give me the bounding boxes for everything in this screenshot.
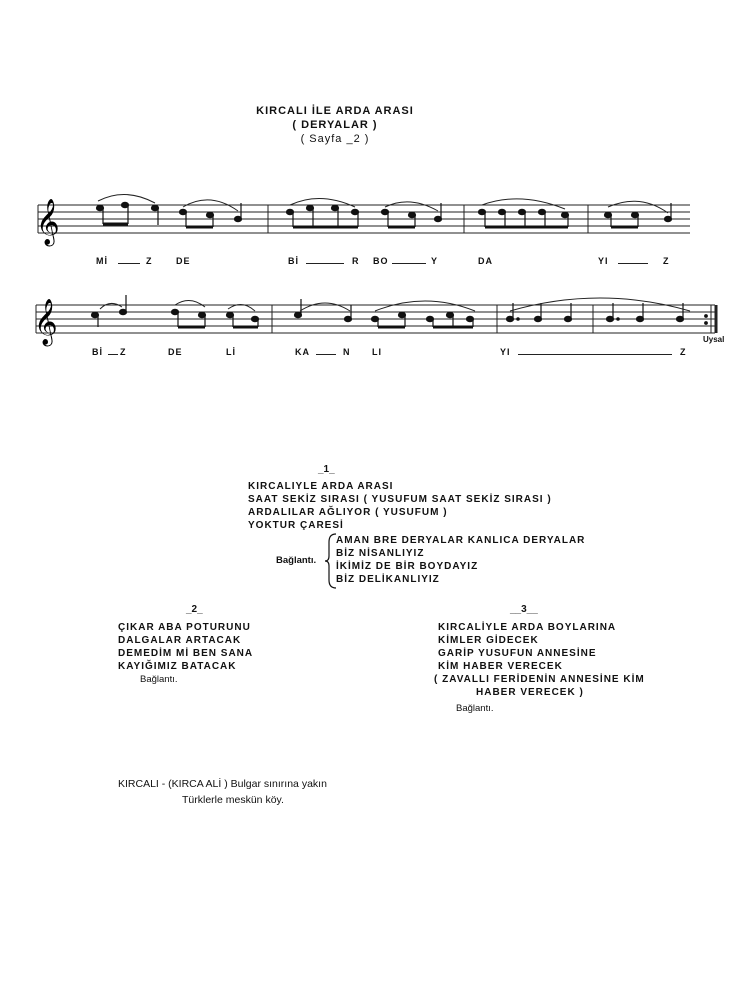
refrain	[336, 534, 585, 586]
lyric-syllable: YI	[598, 256, 609, 266]
verse-line: YOKTUR ÇARESİ	[248, 520, 344, 531]
lyric-syllable: DE	[176, 256, 191, 266]
verse-number: _1_	[318, 464, 335, 475]
verse-line: GARİP YUSUFUN ANNESİNE	[438, 648, 597, 659]
footnote-line: Türklerle meskün köy.	[182, 794, 284, 806]
treble-clef-icon: 𝄞	[34, 300, 58, 344]
verse-number: _2_	[186, 604, 203, 615]
lyric-extender	[518, 354, 672, 355]
verse-line: DALGALAR ARTACAK	[118, 635, 242, 646]
verse-line: SAAT SEKİZ SIRASI ( YUSUFUM SAAT SEKİZ SIRASI )	[248, 494, 552, 505]
lyric-extender	[306, 263, 344, 264]
lyric-syllable: LI	[372, 347, 382, 357]
refrain-label: Bağlantı.	[140, 674, 178, 685]
lyric-syllable: Mİ	[96, 256, 108, 266]
lyric-syllable: BO	[373, 256, 389, 266]
footnote	[118, 776, 327, 808]
refrain-line: BİZ DELİKANLIYIZ	[336, 574, 440, 585]
refrain-line: İKİMİZ DE BİR BOYDAYIZ	[336, 561, 479, 572]
song-subtitle: ( DERYALAR )	[292, 119, 378, 131]
lyric-syllable: Z	[120, 347, 127, 357]
music-staff-2	[0, 285, 750, 355]
verse-2	[118, 621, 253, 673]
verse-line: KIRCALIYLE ARDA ARASI	[248, 481, 394, 492]
ending-mark: Uysal	[703, 335, 725, 344]
notes-staff-2	[92, 295, 708, 327]
lyric-syllable: KA	[295, 347, 310, 357]
verse-line: KAYIĞIMIZ BATACAK	[118, 661, 237, 672]
lyric-syllable: Y	[431, 256, 439, 266]
title-block	[250, 104, 420, 146]
lyric-extender	[118, 263, 140, 264]
refrain-label: Bağlantı.	[276, 555, 317, 566]
verse-line: ÇIKAR ABA POTURUNU	[118, 622, 251, 633]
lyric-syllable: Z	[146, 256, 153, 266]
verse-number: __3__	[510, 604, 538, 615]
lyric-syllable: Bİ	[288, 256, 299, 266]
refrain-label: Bağlantı.	[456, 703, 494, 714]
verse-line: HABER VERECEK )	[476, 687, 584, 698]
verse-line: KİMLER GİDECEK	[438, 635, 539, 646]
lyric-extender	[618, 263, 648, 264]
refrain-line: BİZ NİSANLIYIZ	[336, 548, 425, 559]
verse-line: ARDALILAR AĞLIYOR ( YUSUFUM )	[248, 507, 448, 518]
page-label: ( Sayfa _2 )	[300, 133, 370, 145]
lyric-syllable: Z	[663, 256, 670, 266]
verse-line: KIRCALİYLE ARDA BOYLARINA	[438, 622, 617, 633]
lyric-extender	[316, 354, 336, 355]
refrain-line: AMAN BRE DERYALAR KANLICA DERYALAR	[336, 535, 586, 546]
footnote-line: KIRCALI - (KIRCA ALİ ) Bulgar sınırına yakın	[118, 778, 327, 790]
verse-line: KİM HABER VERECEK	[438, 661, 563, 672]
lyric-syllable: Z	[680, 347, 687, 357]
lyric-syllable: N	[343, 347, 351, 357]
lyric-extender	[392, 263, 426, 264]
lyric-syllable: R	[352, 256, 360, 266]
treble-clef-icon: 𝄞	[36, 200, 60, 244]
lyric-syllable: Bİ	[92, 347, 103, 357]
verse-1	[248, 480, 552, 532]
lyric-syllable: DE	[168, 347, 183, 357]
lyric-syllable: DA	[478, 256, 493, 266]
lyric-syllable: Lİ	[226, 347, 236, 357]
verse-line: DEMEDİM Mİ BEN SANA	[118, 648, 254, 659]
notes-staff-1	[97, 202, 672, 227]
lyric-extender	[108, 354, 118, 355]
verse-line: ( ZAVALLI FERİDENİN ANNESİNE KİM	[434, 674, 645, 685]
verse-3	[434, 621, 645, 699]
lyric-syllable: YI	[500, 347, 511, 357]
song-title: KIRCALI İLE ARDA ARASI	[256, 105, 414, 117]
